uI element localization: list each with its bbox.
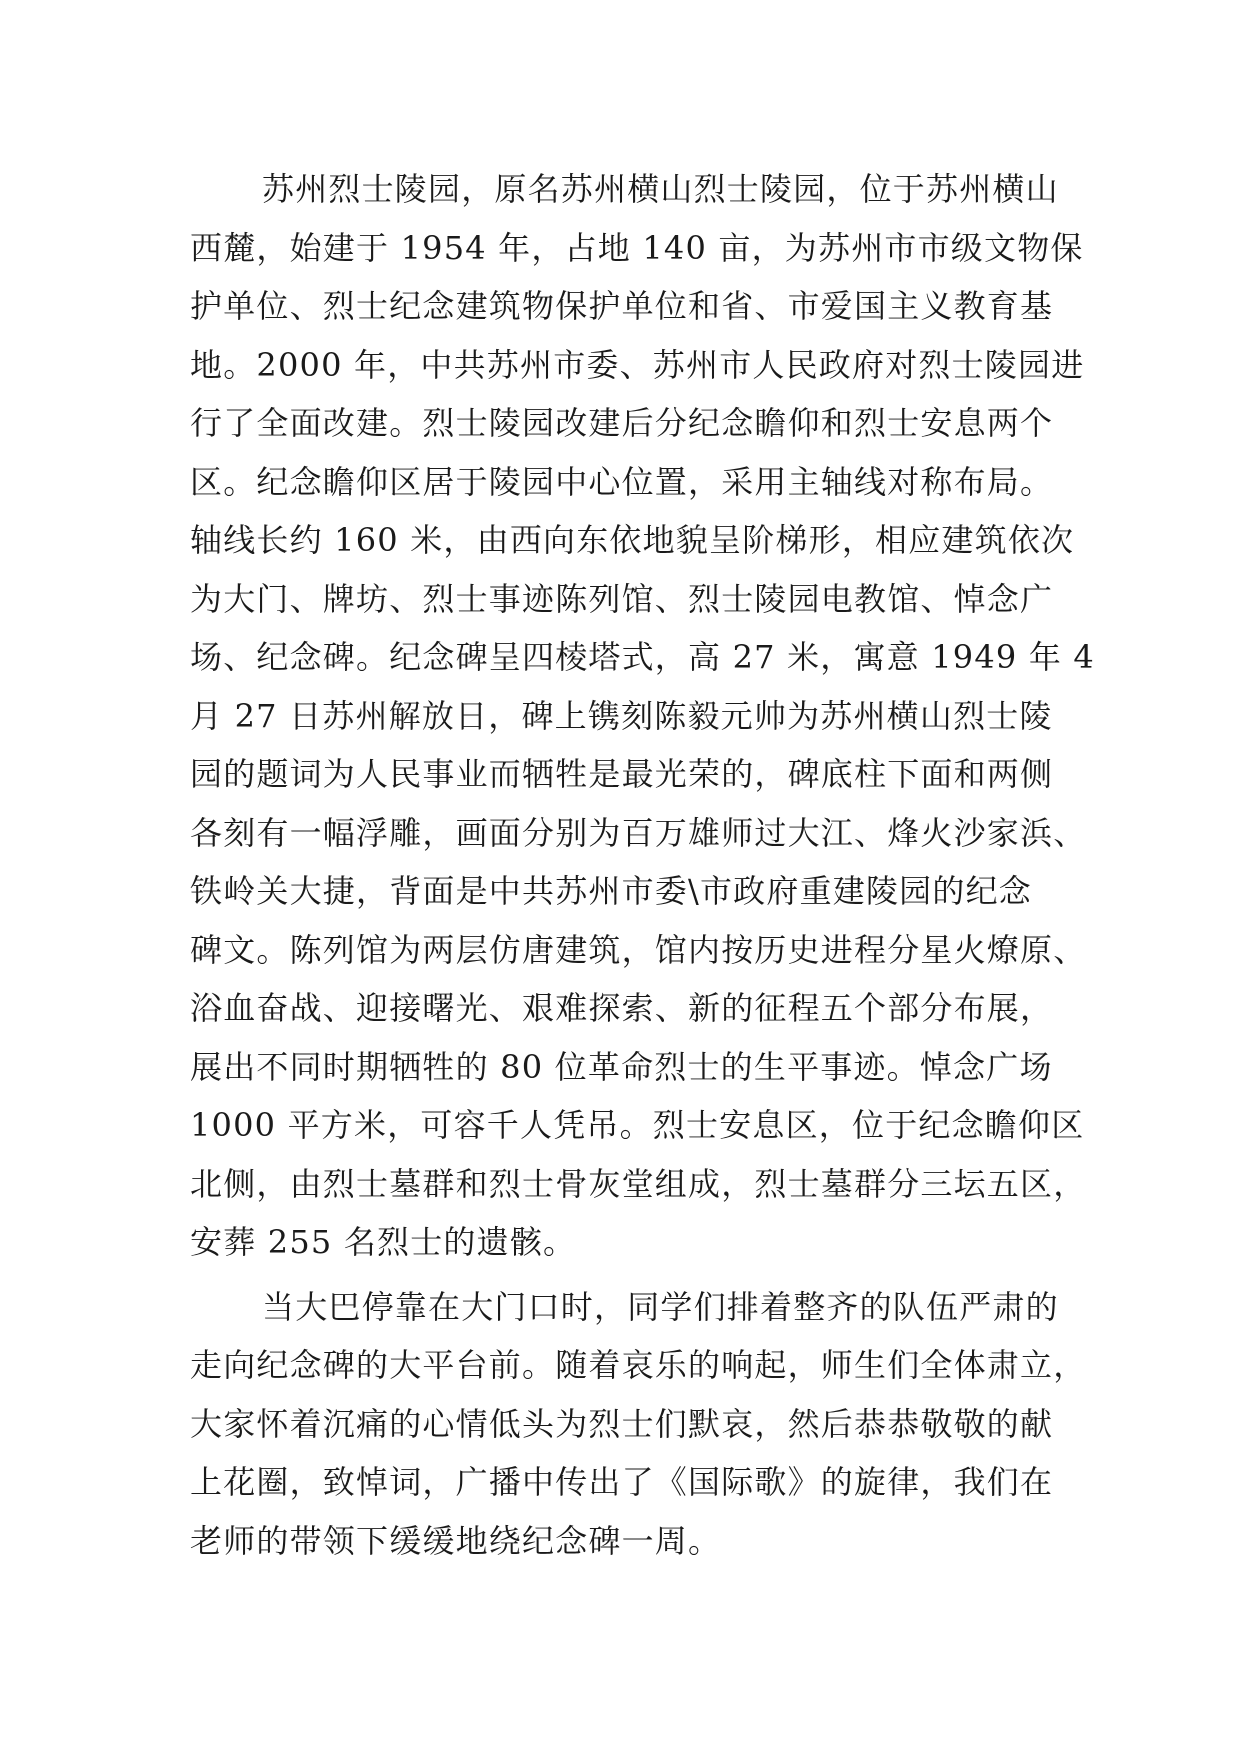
paragraph-2 bbox=[190, 1278, 1087, 1571]
text-line: 浴血奋战、迎接曙光、艰难探索、新的征程五个部分布展， bbox=[190, 989, 1054, 1027]
text-line: 月 27 日苏州解放日，碑上镌刻陈毅元帅为苏州横山烈士陵 bbox=[190, 696, 1053, 735]
text-line: 为大门、牌坊、烈士事迹陈列馆、烈士陵园电教馆、悼念广 bbox=[190, 579, 1054, 618]
text-line: 大家怀着沉痛的心情低头为烈士们默哀，然后恭恭敬敬的献 bbox=[190, 1404, 1054, 1443]
text-line: 园的题词为人民事业而牺牲是最光荣的，碑底柱下面和两侧 bbox=[190, 755, 1054, 793]
text-line: 北侧，由烈士墓群和烈士骨灰堂组成，烈士墓群分三坛五区， bbox=[190, 1164, 1087, 1203]
text-line: 1000 平方米，可容千人凭吊。烈士安息区，位于纪念瞻仰区 bbox=[190, 1106, 1085, 1144]
document-body bbox=[190, 160, 1095, 1576]
text-line: 安葬 255 名烈士的遗骸。 bbox=[190, 1223, 577, 1261]
text-line: 走向纪念碑的大平台前。随着哀乐的响起，师生们全体肃立， bbox=[190, 1346, 1087, 1384]
text-line: 场、纪念碑。纪念碑呈四棱塔式，高 27 米，寓意 1949 年 4 bbox=[190, 638, 1095, 676]
text-line: 上花圈，致悼词，广播中传出了《国际歌》的旋律，我们在 bbox=[190, 1463, 1054, 1501]
text-line: 展出不同时期牺牲的 80 位革命烈士的生平事迹。悼念广场 bbox=[190, 1047, 1053, 1086]
text-line: 区。纪念瞻仰区居于陵园中心位置，采用主轴线对称布局。 bbox=[190, 462, 1054, 501]
text-line: 当大巴停靠在大门口时，同学们排着整齐的队伍严肃的 bbox=[262, 1287, 1059, 1326]
text-line: 各刻有一幅浮雕，画面分别为百万雄师过大江、烽火沙家浜、 bbox=[190, 813, 1087, 852]
text-line: 护单位、烈士纪念建筑物保护单位和省、市爱国主义教育基 bbox=[190, 287, 1054, 325]
text-line: 行了全面改建。烈士陵园改建后分纪念瞻仰和烈士安息两个 bbox=[190, 404, 1054, 442]
text-line: 西麓，始建于 1954 年，占地 140 亩，为苏州市市级文物保 bbox=[190, 228, 1084, 267]
text-line: 碑文。陈列馆为两层仿唐建筑，馆内按历史进程分星火燎原、 bbox=[190, 930, 1087, 969]
text-line: 苏州烈士陵园，原名苏州横山烈士陵园，位于苏州横山 bbox=[262, 170, 1059, 208]
text-line: 老师的带领下缓缓地绕纪念碑一周。 bbox=[190, 1521, 722, 1560]
paragraph-1 bbox=[190, 160, 1095, 1272]
text-line: 铁岭关大捷，背面是中共苏州市委\市政府重建陵园的纪念 bbox=[190, 872, 1032, 910]
text-line: 地。2000 年，中共苏州市委、苏州市人民政府对烈士陵园进 bbox=[190, 345, 1085, 384]
text-line: 轴线长约 160 米，由西向东依地貌呈阶梯形，相应建筑依次 bbox=[190, 521, 1075, 559]
